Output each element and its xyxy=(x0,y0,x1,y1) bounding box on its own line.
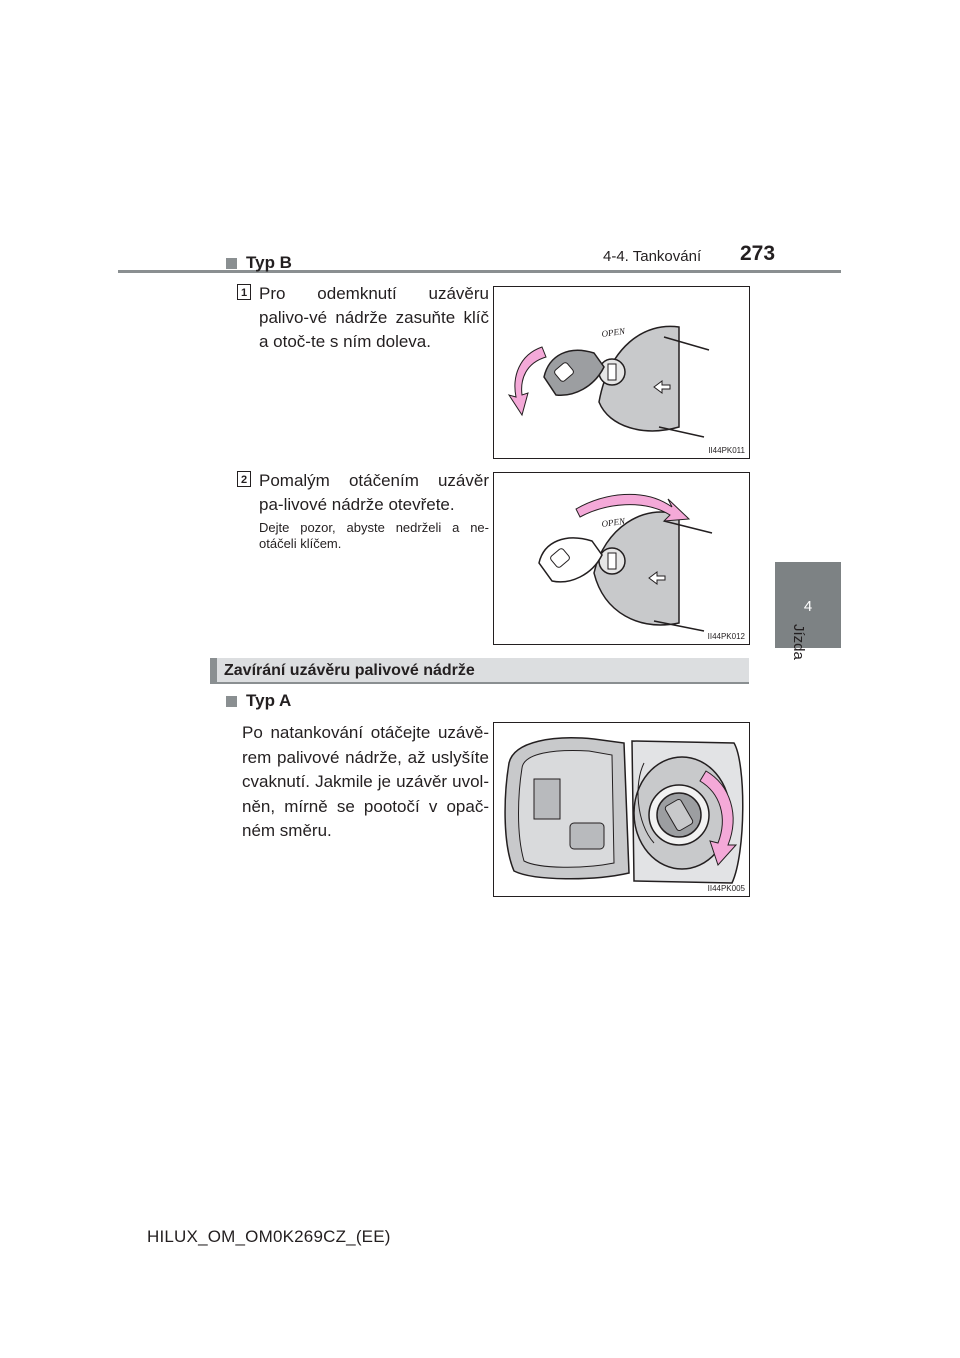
figure-code: II44PK005 xyxy=(707,884,745,893)
figure-code: II44PK012 xyxy=(707,632,745,641)
figure-unlock-key xyxy=(493,286,750,459)
type-a-heading xyxy=(226,691,291,711)
type-b-heading xyxy=(226,253,292,273)
section-header-accent xyxy=(210,658,217,684)
cap-turn-illustration xyxy=(494,473,749,644)
key-turn-left-illustration xyxy=(494,287,749,458)
type-a-text: Po natankování otáčejte uzávě-rem palivové nádrže, až uslyšíte cvaknutí. Jakmile je uzávěr uvol-něn, mírně se pootočí v opač-ném směru. xyxy=(242,723,489,840)
figure-code: II44PK011 xyxy=(708,446,745,455)
step-2-note: Dejte pozor, abyste nedrželi a ne-otáčeli klíčem. xyxy=(259,520,489,551)
chapter-number: 4 xyxy=(803,598,813,615)
step-1-text: Pro odemknutí uzávěru palivo-vé nádrže zasuňte klíč a otoč-te s ním doleva. xyxy=(259,284,489,351)
bullet-square-icon xyxy=(226,258,237,269)
step-1-badge: 1 xyxy=(237,284,251,300)
type-a-heading-text: Typ A xyxy=(246,691,292,710)
bullet-square-icon xyxy=(226,696,237,707)
figure-open-label: OPEN xyxy=(600,325,626,339)
page-number: 273 xyxy=(740,242,776,265)
figure-open-label: OPEN xyxy=(600,515,626,529)
figure-open-cap xyxy=(493,472,750,645)
fuel-door-illustration xyxy=(494,723,749,896)
type-b-heading-text: Typ B xyxy=(246,253,292,272)
step-2-text: Pomalým otáčením uzávěr pa-livové nádrže otevřete. xyxy=(259,471,489,514)
figure-close-cap xyxy=(493,722,750,897)
footer-doc-code: HILUX_OM_OM0K269CZ_(EE) xyxy=(147,1227,391,1246)
header-section-title: 4-4. Tankování xyxy=(603,248,702,265)
section-title: Zavírání uzávěru palivové nádrže xyxy=(224,662,475,679)
chapter-label: Jízda xyxy=(790,624,807,660)
step-2-badge: 2 xyxy=(237,471,251,487)
